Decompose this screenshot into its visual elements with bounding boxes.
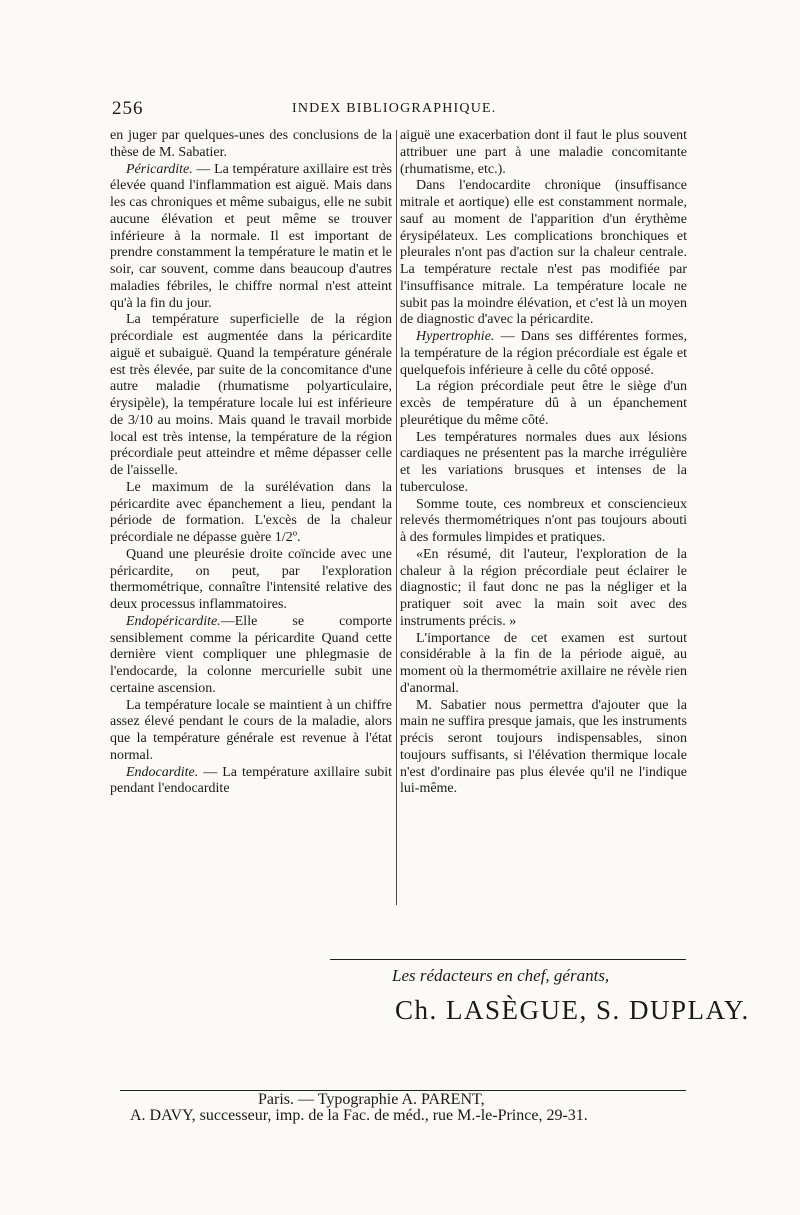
paragraph: La température superficielle de la région précordiale est augmentée dans la péricardite aiguë et subaiguë. Quand la température générale est très élevée, par suite de la concomitance d'une autre maladie (rhumatisme polyarticulaire, érysipèle), la température locale lui est inférieure de 3/10 au moins. Mais quand le travail morbide local est très intense, la température de la région précordiale peut atteindre et même dépasser celle de l'aisselle.	[110, 312, 392, 478]
paragraph: Le maximum de la surélévation dans la péricardite avec épanchement a lieu, pendant la période de formation. L'excès de la chaleur précordiale ne dépasse guère 1/2º.	[110, 479, 392, 545]
section-heading: Péricardite.	[126, 161, 193, 177]
left-column	[110, 128, 392, 798]
column-divider	[396, 130, 397, 905]
paragraph: «En résumé, dit l'auteur, l'exploration de la chaleur à la région précordiale peut éclairer le diagnostic; il faut donc ne pas la négliger et la pratiquer soit avec la main soit avec des instruments précis. »	[400, 546, 687, 629]
editors-names: Ch. LASÈGUE, S. DUPLAY.	[395, 995, 750, 1025]
section-heading: Endopéricardite.	[126, 613, 221, 629]
printer-line: Paris. — Typographie A. PARENT,	[258, 1091, 485, 1108]
paragraph: en juger par quelques-unes des conclusions de la thèse de M. Sabatier.	[110, 128, 392, 160]
printer-address-line: A. DAVY, successeur, imp. de la Fac. de méd., rue M.-le-Prince, 29-31.	[130, 1107, 588, 1124]
section-heading: Endocardite.	[126, 764, 199, 780]
editors-caption: Les rédacteurs en chef, gérants,	[392, 966, 610, 985]
running-head: INDEX BIBLIOGRAPHIQUE.	[292, 101, 497, 116]
paragraph: Quand une pleurésie droite coïncide avec une péricardite, on peut, par l'exploration thermométrique, connaître l'intensité relative des deux processus inflammatoires.	[110, 546, 392, 612]
paragraph: Endopéricardite.—Elle se comporte sensiblement comme la péricardite Quand cette dernière vient compliquer une phlegmasie de l'endocarde, la colonne mercurielle subit une certaine ascension.	[110, 613, 392, 696]
signature-rule	[330, 959, 686, 960]
paragraph: Hypertrophie. — Dans ses différentes formes, la température de la région précordiale est égale et quelquefois inférieure à celle du côté opposé.	[400, 329, 687, 378]
paragraph: Péricardite. — La température axillaire est très élevée quand l'inflammation est aiguë. Mais dans les cas chroniques et même subaigus, elle ne subit aucune élévation et peut même se trouver inférieure à la normale. Il est important de prendre constamment la température le matin et le soir, car souvent, comme dans beaucoup d'autres maladies fébriles, le chiffre normal n'est atteint qu'à la fin du jour.	[110, 161, 392, 311]
paragraph: Dans l'endocardite chronique (insuffisance mitrale et aortique) elle est constamment normale, sauf au moment de l'apparition d'un érythème érysipélateux. Les complications bronchiques et pleurales n'ont pas d'action sur la chaleur centrale. La température rectale n'est pas modifiée par l'insuffisance mitrale. La température locale ne subit pas la moindre élévation, et c'est là un moyen de diagnostic d'avec la péricardite.	[400, 178, 687, 328]
paragraph: Les températures normales dues aux lésions cardiaques ne présentent pas la marche irrégulière et les variations brusques et intenses de la tuberculose.	[400, 429, 687, 495]
paragraph: Endocardite. — La température axillaire subit pendant l'endocardite	[110, 764, 392, 797]
paragraph: L'importance de cet examen est surtout considérable à la fin de la période aiguë, au moment où la thermométrie axillaire ne révèle rien d'anormal.	[400, 630, 687, 696]
paragraph: La température locale se maintient à un chiffre assez élevé pendant le cours de la maladie, alors que la température générale est revenue à l'état normal.	[110, 697, 392, 763]
paragraph: aiguë une exacerbation dont il faut le plus souvent attribuer une part à une maladie concomitante (rhumatisme, etc.).	[400, 128, 687, 177]
paragraph: La région précordiale peut être le siège d'un excès de température dû à un épanchement pleurétique du même côté.	[400, 379, 687, 428]
paragraph: Somme toute, ces nombreux et consciencieux relevés thermométriques n'ont pas toujours abouti à des formules limpides et pratiques.	[400, 496, 687, 545]
section-heading: Hypertrophie.	[416, 329, 495, 344]
right-column	[400, 128, 687, 798]
paragraph: M. Sabatier nous permettra d'ajouter que la main ne suffira presque jamais, que les instruments précis seront toujours indispensables, sinon toujours suffisants, si l'élévation thermique locale n'est d'ordinaire pas plus élevée qu'il ne l'indique lui-même.	[400, 697, 687, 797]
page-number: 256	[112, 98, 144, 119]
